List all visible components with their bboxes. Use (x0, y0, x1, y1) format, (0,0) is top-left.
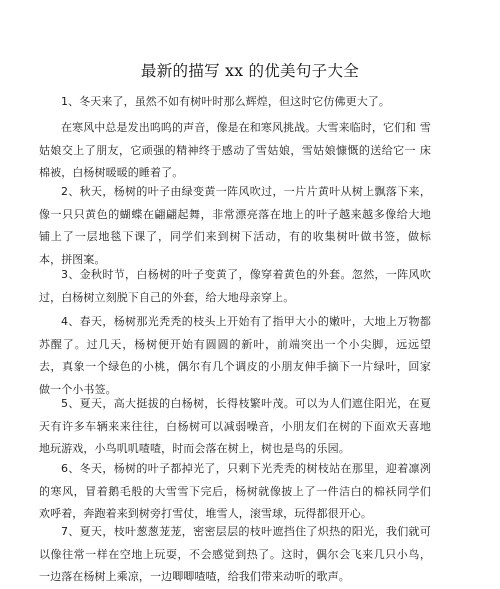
paragraph-4: 4、春天，杨树那光秃秃的枝头上开始有了指甲大小的嫩叶，大地上万物都苏醒了。过几天，杨树便开始有圆圆的新叶，前端突出一个小尖脚，远远望 去，真象一个绿色的小桃，偶尔有几个调皮的小朋友伸手摘下一片绿叶，回家 做一个小书签。 (39, 315, 431, 396)
paragraph-1-continued: 在寒风中总是发出呜呜的声音，像是在和寒风挑战。大雪来临时，它们和 雪姑娘交上了朋友，它顽强的精神终于感动了雪姑娘，雪姑娘慷慨的送给它一 床棉被，白杨树暖暖的睡着了。 (39, 121, 431, 179)
paragraph-1: 1、冬天来了，虽然不如有树叶时那么辉煌，但这时它仿佛更大了。 (61, 95, 390, 108)
paragraph-7: 7、夏天，枝叶葱葱茏茏，密密层层的枝叶遮挡住了炽热的阳光，我们就可以像往常一样在空地上玩耍，不会感觉到热了。这时，偶尔会飞来几只小鸟， 一边落在杨树上乘凉，一边唧唧喳喳，给我们带来动听的歌声。 (39, 525, 431, 583)
paragraph-5: 5、夏天，高大挺拔的白杨树，长得枝繁叶茂。可以为人们遮住阳光，在夏天有许多车辆来来往往，白杨树可以减弱噪音，小朋友们在树的下面欢天喜地 地玩游戏，小鸟叽叽喳喳，时而会落在树上，树也是鸟的乐园。 (39, 397, 431, 455)
paragraph-3: 3、金秋时节，白杨树的叶子变黄了，像穿着黄色的外套。忽然，一阵风吹过，白杨树立刻脱下自己的外套，给大地母亲穿上。 (39, 268, 431, 304)
document-title: 最新的描写 xx 的优美句子大全 (140, 62, 360, 80)
paragraph-6: 6、冬天，杨树的叶子都掉光了，只剩下光秃秃的树枝站在那里，迎着凛冽的寒风，冒着鹅毛般的大雪雪下完后，杨树就像披上了一件洁白的棉袄同学们 欢呼着，奔跑着来到树旁打雪仗，堆雪人，滚雪球，玩得都很开心。 (39, 462, 431, 520)
paragraph-2: 2、秋天，杨树的叶子由绿变黄一阵风吹过，一片片黄叶从树上飘落下来，像一只只黄色的蝴蝶在翩翩起舞，非常漂亮落在地上的叶子越来越多像给大地 铺上了一层地毯下课了，同学们来到树下活动，有的收集树叶做书签，做标 本，拼图案。 (39, 185, 431, 266)
